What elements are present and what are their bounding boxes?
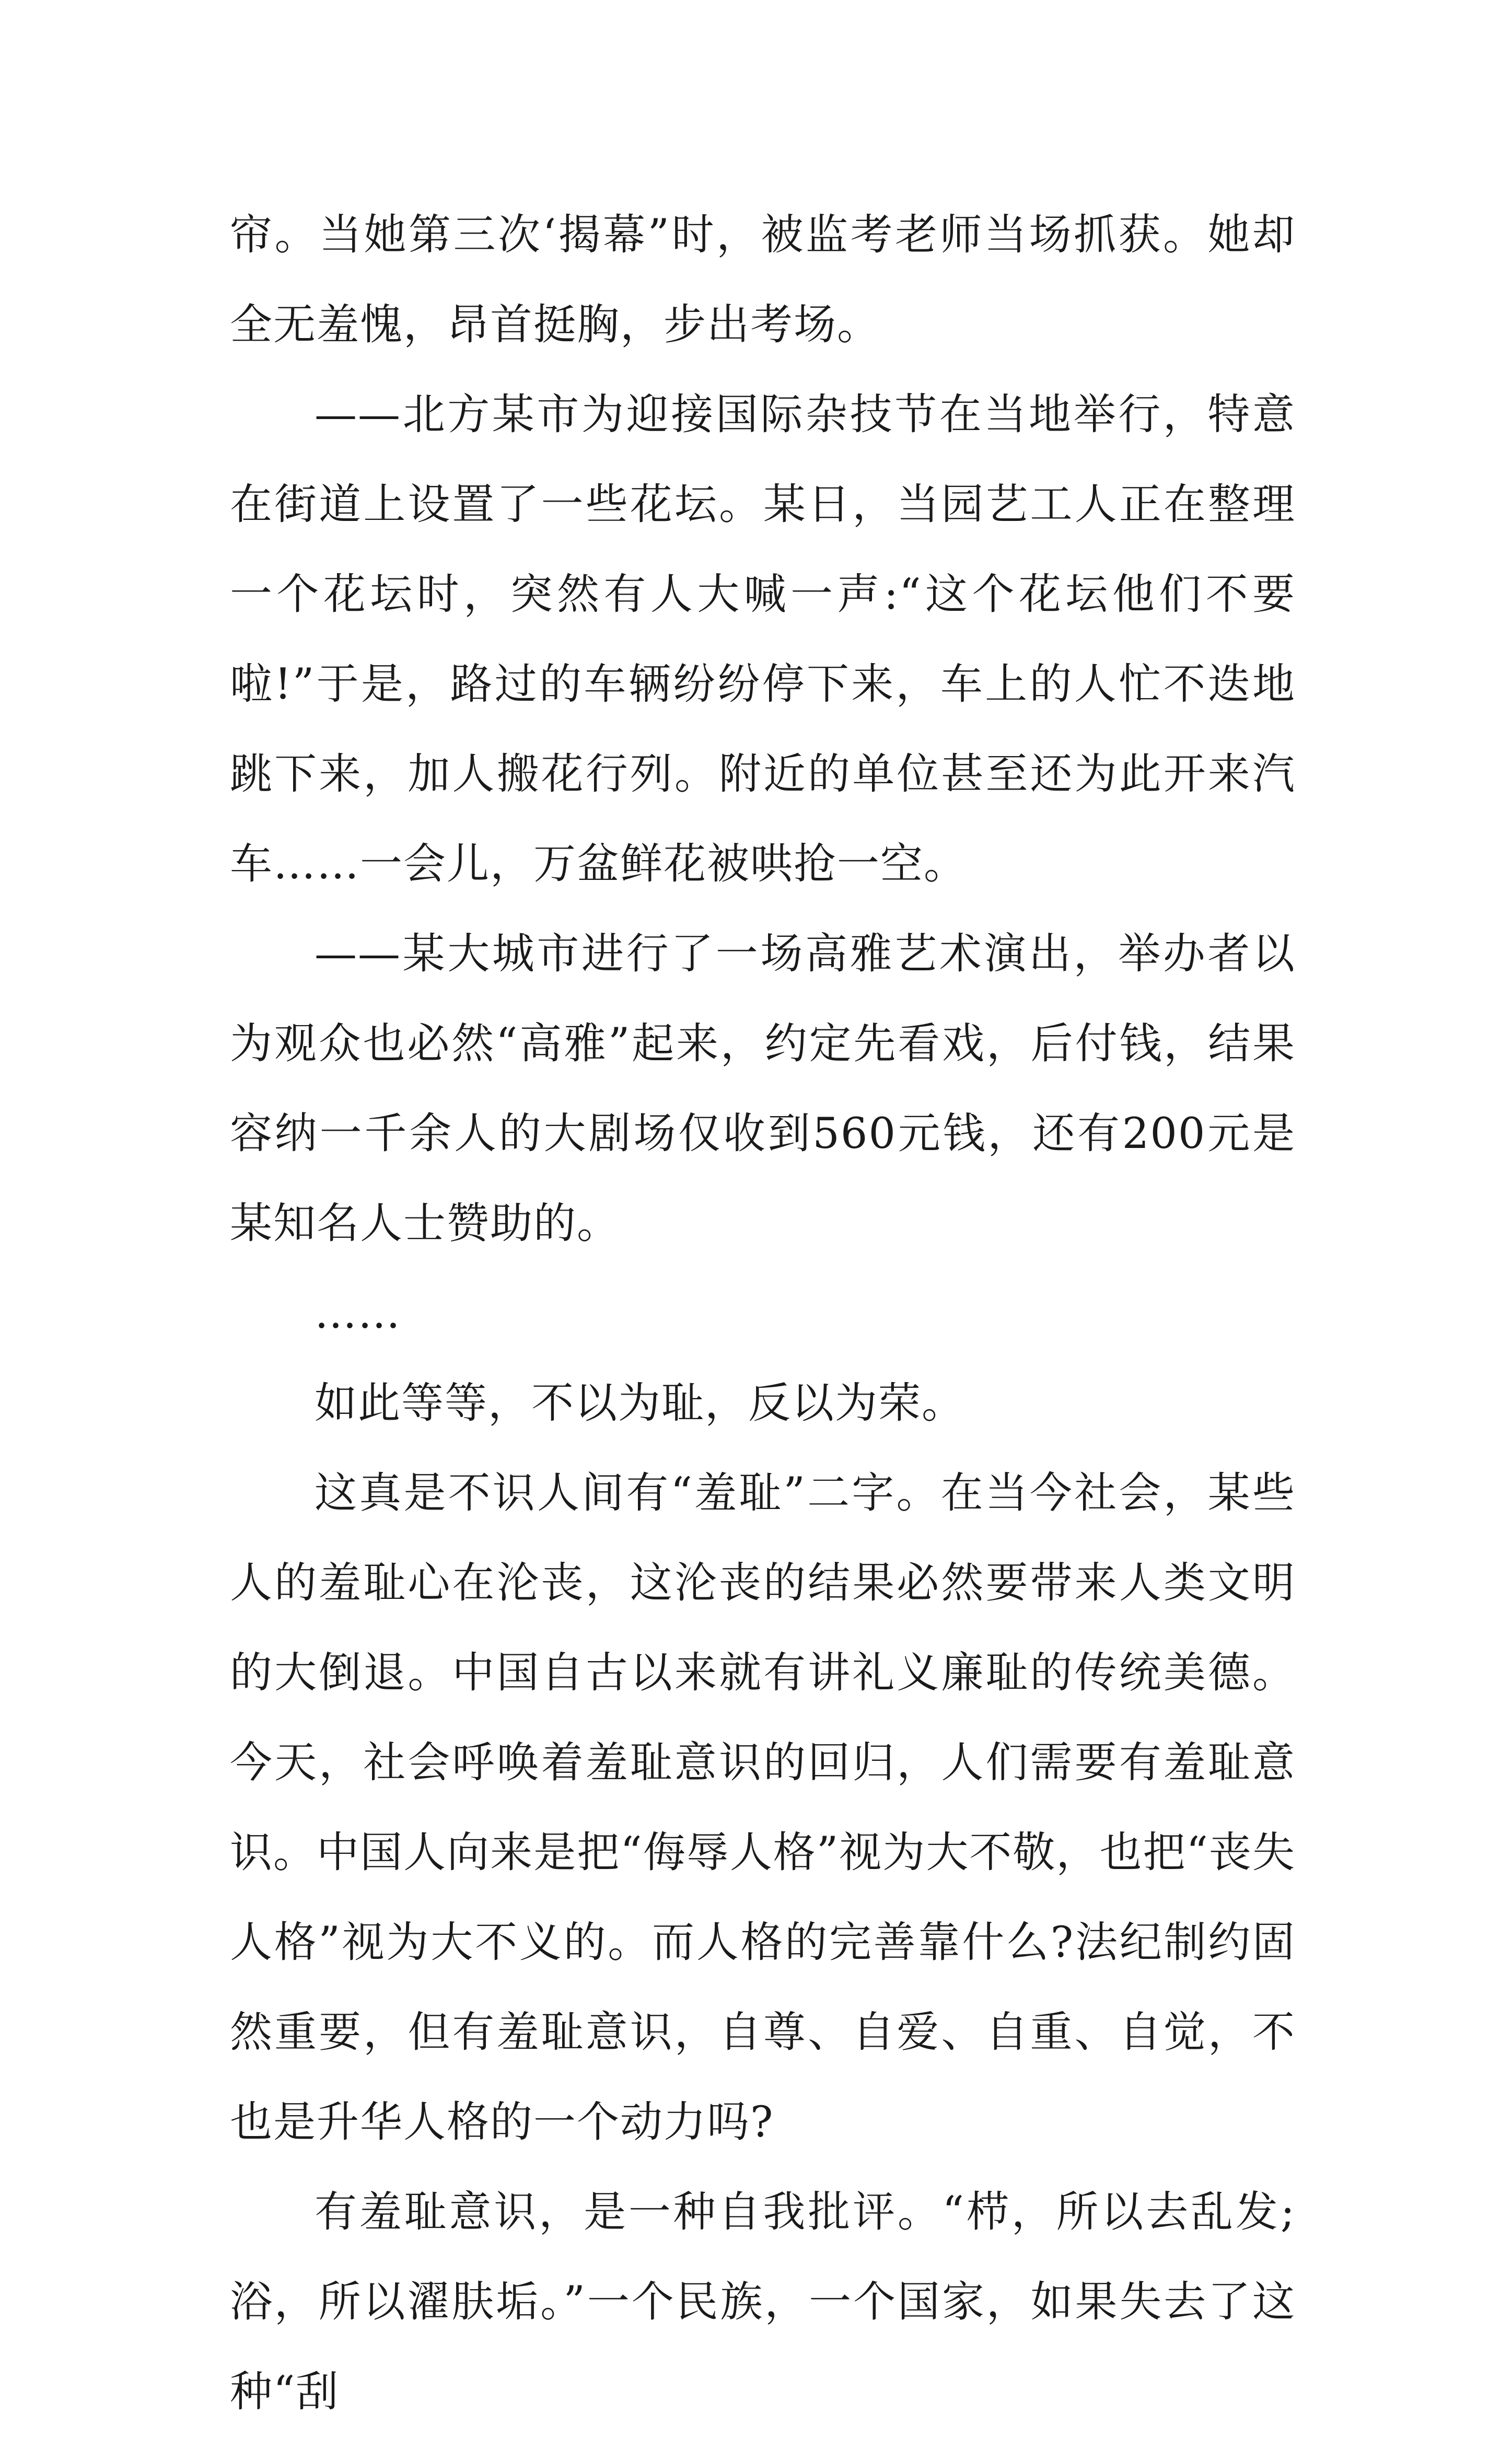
paragraph: ——某大城市进行了一场高雅艺术演出，举办者以为观众也必然“高雅”起来，约定先看戏，后付钱，结果容纳一千余人的大剧场仅收到560元钱，还有200元是某知名人士赞助的。 <box>230 930 1296 1248</box>
ellipsis-paragraph: …… <box>315 1289 401 1338</box>
paragraph: 这真是不识人间有“羞耻”二字。在当今社会，某些人的羞耻心在沦丧，这沦丧的结果必然要带来人类文明的大倒退。中国自古以来就有讲礼义廉耻的传统美德。今天，社会呼唤着羞耻意识的回归，人们需要有羞耻意识。中国人向来是把“侮辱人格”视为大不敬，也把“丧失人格”视为大不义的。而人格的完善靠什么?法纪制约固然重要，但有羞耻意识，自尊、自爱、自重、自觉，不也是升华人格的一个动力吗? <box>230 1469 1296 2147</box>
paragraph: 有羞耻意识，是一种自我批评。“栉，所以去乱发;浴，所以濯肤垢。”一个民族，一个国家，如果失去了这种“刮 <box>230 2188 1296 2417</box>
paragraph: 如此等等，不以为耻，反以为荣。 <box>315 1379 966 1428</box>
paragraph: ——北方某市为迎接国际杂技节在当地举行，特意在街道上设置了一些花坛。某日，当园艺工人正在整理一个花坛时，突然有人大喊一声:“这个花坛他们不要啦!”于是，路过的车辆纷纷停下来，车上的人忙不迭地跳下来，加人搬花行列。附近的单位甚至还为此开来汽车……一会儿，万盆鲜花被哄抢一空。 <box>230 390 1296 889</box>
document-body <box>230 190 1296 2437</box>
paragraph: 帘。当她第三次‘揭幕”时，被监考老师当场抓获。她却全无羞愧，昂首挺胸，步出考场。 <box>230 211 1296 350</box>
